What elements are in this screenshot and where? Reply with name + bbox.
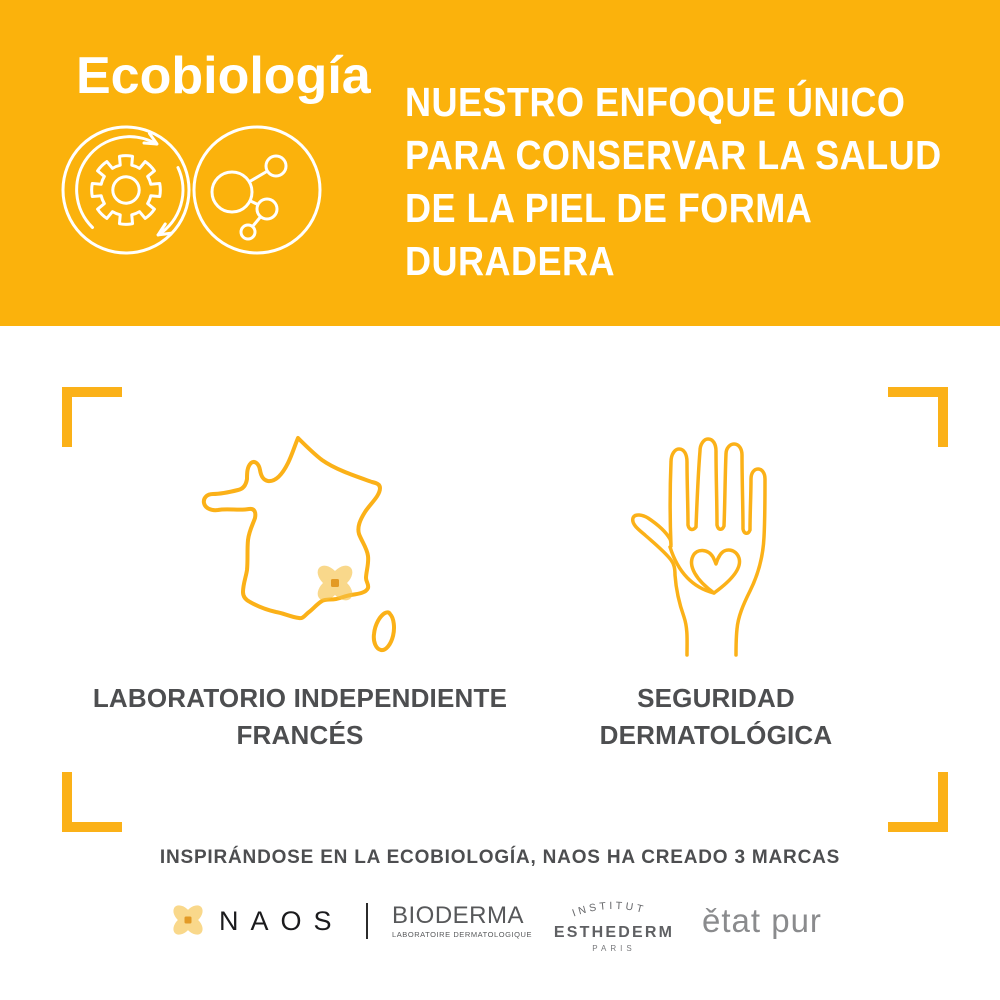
esthederm-logo xyxy=(552,897,676,955)
bioderma-wordmark: BIODERMA xyxy=(392,902,525,929)
banner-headline xyxy=(405,76,959,288)
headline-line: DE LA PIEL DE FORMA xyxy=(405,185,813,231)
feature-label-laboratory xyxy=(80,680,520,754)
feature-label-safety xyxy=(496,680,936,754)
bioderma-logo xyxy=(392,903,532,940)
feature-label-line: FRANCÉS xyxy=(236,720,364,750)
frame-bracket-top-right xyxy=(888,387,948,447)
esthederm-paris-text: PARIS xyxy=(592,944,636,953)
naos-flower-icon xyxy=(168,901,208,939)
esthederm-wordmark: ESTHEDERM xyxy=(553,924,675,941)
headline-line: DURADERA xyxy=(405,238,615,284)
feature-label-line: LABORATORIO INDEPENDIENTE xyxy=(92,683,508,713)
feature-label-line: SEGURIDAD xyxy=(637,683,795,713)
hand-heart-icon xyxy=(630,437,770,662)
frame-bracket-bottom-left xyxy=(62,772,122,832)
hero-banner xyxy=(0,0,1000,326)
frame-bracket-top-left xyxy=(62,387,122,447)
feature-label-line: DERMATOLÓGICA xyxy=(599,720,833,750)
frame-bracket-bottom-right xyxy=(888,772,948,832)
logo-divider xyxy=(366,903,368,939)
etatpur-logo: ětat pur xyxy=(702,902,822,939)
headline-line: PARA CONSERVAR LA SALUD xyxy=(405,132,942,178)
headline-line: NUESTRO ENFOQUE ÚNICO xyxy=(405,79,906,125)
bioderma-subtitle: LABORATOIRE DERMATOLOGIQUE xyxy=(392,930,533,939)
naos-logo: NAOS xyxy=(219,906,344,936)
esthederm-institut-text: INSTITUT xyxy=(570,899,648,920)
page-title: Ecobiología xyxy=(76,47,371,105)
footer-tagline: INSPIRÁNDOSE EN LA ECOBIOLOGÍA, NAOS HA CREADO 3 MARCAS xyxy=(159,847,841,868)
gear-molecule-cycle-icon xyxy=(60,120,328,262)
svg-text:INSTITUT xyxy=(571,900,648,920)
france-map-icon xyxy=(200,432,400,667)
